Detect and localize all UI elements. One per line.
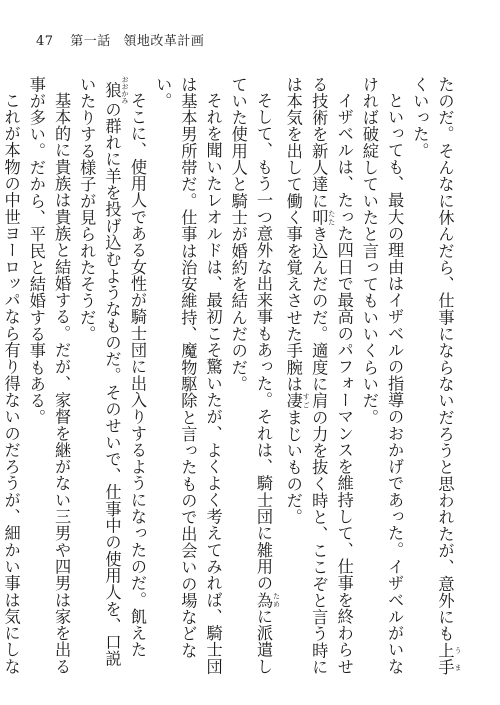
ruby-word: 叩 たた — [309, 209, 336, 226]
paragraph: これが本物の中世ヨーロッパなら有り得ないのだろうが、細かい事は気にしな — [1, 92, 21, 675]
ruby-word: 為 ため — [253, 591, 281, 609]
novel-body-text — [0, 76, 462, 676]
page-number: 47 — [36, 34, 54, 49]
chapter-title: 領地改革計画 — [123, 34, 205, 49]
paragraph: といっても、最大の理由はイザベルの指導のおかげであった。イザベルがいなければ破綻していたと言ってもいいくらいだ。 — [359, 76, 405, 675]
running-header — [36, 30, 204, 49]
paragraph: 基本的に貴族は貴族と結婚する。だが、家督を継がない三男や四男は家を出る事が多い。だから、平民と結婚する事もある。 — [26, 76, 72, 675]
ruby-word: 上手 うま — [435, 642, 462, 676]
paragraph: そこに、使用人である女性が騎士団に出入りするようになったのだ。飢えた狼 おおかみの群れに羊を投げ込むようなものだ。そのせいで、仕事中の使用人を、口説いたりする様子が見られたそうだ。 — [77, 76, 147, 668]
chapter-label: 第一話 — [70, 34, 111, 49]
paragraph: そして、もう一つ意外な出来事もあった。それは、騎士団に雑用の為 ために派遣していた使用人と騎士が婚約を結んだのだ。 — [228, 76, 281, 675]
ruby-word: 狼 おおかみ — [102, 76, 129, 104]
ruby-word: 凄 すご — [283, 392, 311, 410]
paragraph: それを聞いたレオルドは、最初こそ驚いたが、よくよく考えてみれば、騎士団は基本男所帯だ。仕事は治安維持、魔物駆除と言ったもので出会いの場などない。 — [153, 76, 223, 675]
paragraph: イザベルは、たった四日で最高のパフォーマンスを維持して、仕事を終わらせる技術を新人達に叩 たたき込んだのだ。適度に肩の力を抜く時と、ここぞと言う時には本気を出して働く事を覚えさせた手腕は凄 すごまじいものだ。 — [283, 76, 354, 676]
paragraph: たのだ。そんなに休んだら、仕事にならないだろうと思われたが、意外にも上手 うまくいった。 — [410, 76, 462, 676]
